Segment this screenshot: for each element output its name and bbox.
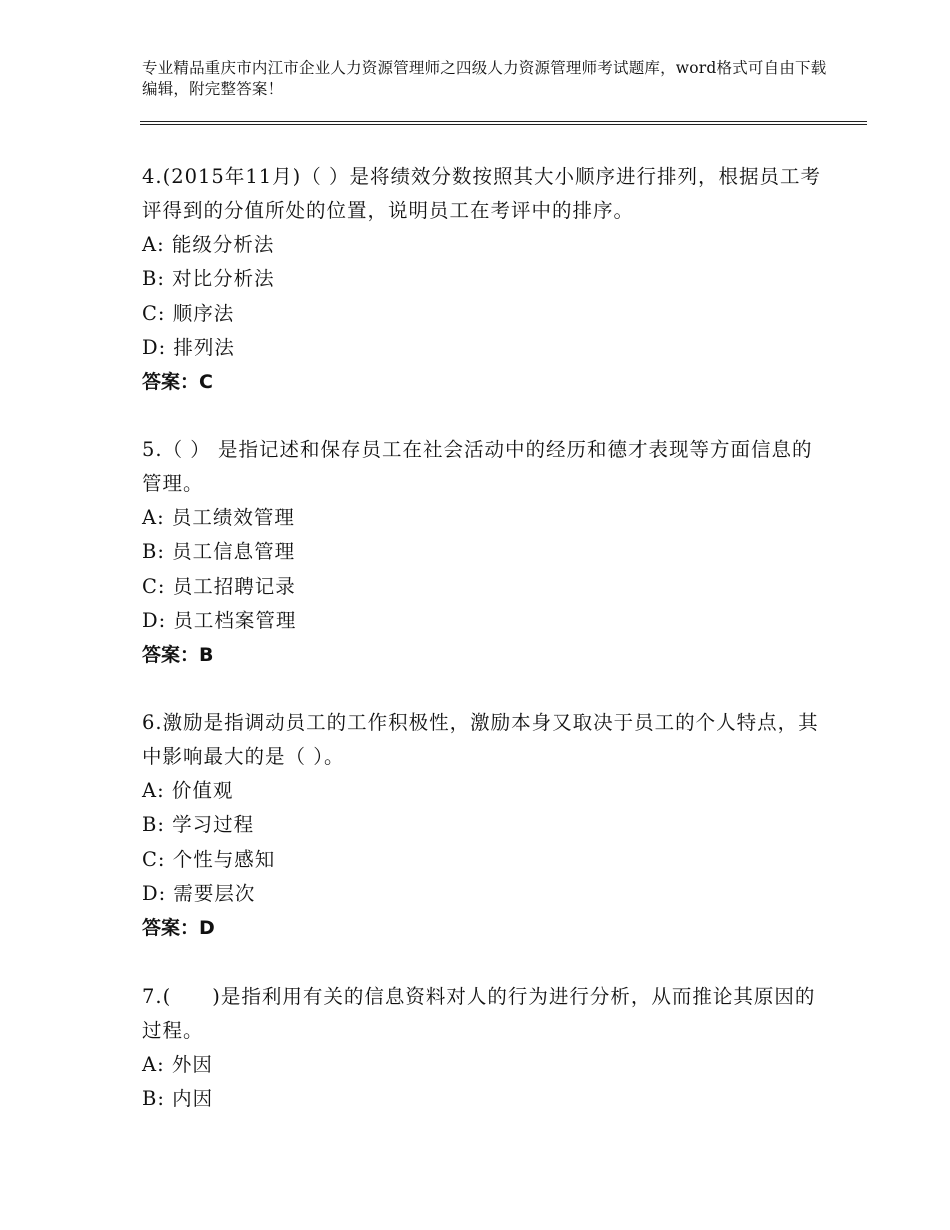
answer: 答案：B (142, 644, 214, 667)
option-c: C: 个性与感知 (142, 847, 276, 871)
option-b: B: 对比分析法 (142, 267, 275, 291)
question-6 (142, 706, 832, 945)
document-header (142, 58, 832, 100)
option-d: D: 排列法 (142, 335, 235, 359)
option-d: D: 需要层次 (142, 881, 256, 905)
header-divider-bottom (140, 124, 867, 125)
question-stem: 6.激励是指调动员工的工作积极性，激励本身又取决于员工的个人特点，其中影响最大的是（ ）。 (142, 711, 819, 768)
option-b: B: 学习过程 (142, 813, 255, 837)
document-title: 专业精品重庆市内江市企业人力资源管理师之四级人力资源管理师考试题库，word格式可自由下载编辑，附完整答案！ (142, 59, 827, 98)
option-a: A: 能级分析法 (142, 233, 275, 256)
option-b: B: 员工信息管理 (142, 540, 296, 564)
option-a: A: 价值观 (142, 779, 234, 802)
option-d: D: 员工档案管理 (142, 608, 297, 632)
option-c: C: 顺序法 (142, 301, 235, 325)
question-stem: 7.( )是指利用有关的信息资料对人的行为进行分析，从而推论其原因的过程。 (142, 985, 816, 1042)
option-a: A: 员工绩效管理 (142, 506, 295, 529)
answer: 答案：D (142, 917, 215, 940)
answer: 答案：C (142, 371, 213, 394)
option-c: C: 员工招聘记录 (142, 574, 296, 598)
header-divider-top (140, 121, 867, 122)
question-4 (142, 160, 832, 399)
question-5 (142, 433, 832, 672)
option-b: B: 内因 (142, 1087, 214, 1111)
question-stem: 5.（ ） 是指记述和保存员工在社会活动中的经历和德才表现等方面信息的管理。 (142, 438, 813, 495)
option-a: A: 外因 (142, 1053, 213, 1076)
question-stem: 4.(2015年11月)（ ）是将绩效分数按照其大小顺序进行排列，根据员工考评得到的分值所处的位置，说明员工在考评中的排序。 (142, 165, 821, 222)
question-7 (142, 980, 832, 1117)
